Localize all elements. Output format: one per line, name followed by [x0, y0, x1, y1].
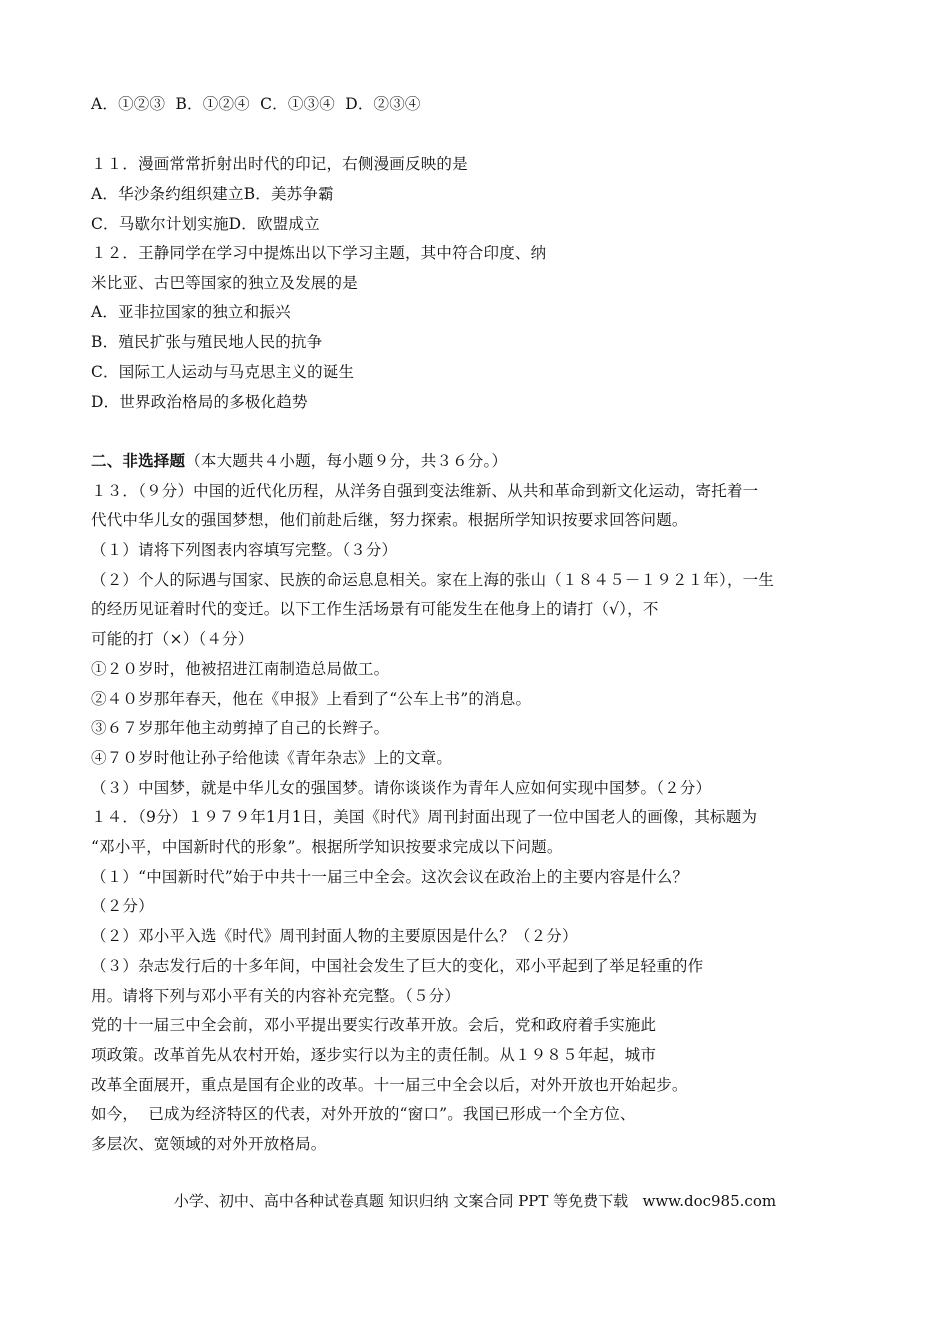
- q13-item-2: ②４０岁那年春天，他在《申报》上看到了“公车上书”的消息。: [91, 690, 532, 708]
- q14-stem-line1: １４．（9分）１９７９年1月1日，美国《时代》周刊封面出现了一位中国老人的画像，其标题为: [91, 808, 758, 826]
- q13-part1: （１）请将下列图表内容填写完整。（３分）: [91, 541, 398, 559]
- q13-part2-line1: （２）个人的际遇与国家、民族的命运息息相关。家在上海的张山（１８４５－１９２１年），一生: [91, 571, 775, 589]
- q12-option-a: A．亚非拉国家的独立和振兴: [91, 303, 291, 321]
- q11-options-cd: C．马歇尔计划实施D．欧盟成立: [91, 215, 320, 233]
- section-heading: [91, 451, 507, 471]
- q14-part2: （２）邓小平入选《时代》周刊封面人物的主要原因是什么？（２分）: [91, 927, 578, 945]
- q14-passage-line2: 项政策。改革首先从农村开始，逐步实行以为主的责任制。从１９８５年起，城市: [91, 1046, 657, 1064]
- section-title: 二、非选择题: [91, 451, 186, 470]
- q13-stem-line1: １３．（９分）中国的近代化历程，从洋务自强到变法维新、从共和革命到新文化运动，寄托着一: [91, 482, 759, 500]
- q12-stem-line1: １２．王静同学在学习中提炼出以下学习主题，其中符合印度、纳: [91, 244, 547, 262]
- q14-passage-line3: 改革全面展开，重点是国有企业的改革。十一届三中全会以后，对外开放也开始起步。: [91, 1076, 688, 1094]
- q13-item-4: ④７０岁时他让孙子给他读《青年杂志》上的文章。: [91, 749, 453, 767]
- q14-part3-line2: 用。请将下列与邓小平有关的内容补充完整。（５分）: [91, 987, 461, 1005]
- q11-stem: １１．漫画常常折射出时代的印记，右侧漫画反映的是: [91, 155, 468, 173]
- q13-part3: （３）中国梦，就是中华儿女的强国梦。请你谈谈作为青年人应如何实现中国梦。（２分）: [91, 779, 712, 797]
- q14-part3-line1: （３）杂志发行后的十多年间，中国社会发生了巨大的变化，邓小平起到了举足轻重的作: [91, 957, 704, 975]
- q14-part1-line1: （１）“中国新时代”始于中共十一届三中全会。这次会议在政治上的主要内容是什么？: [91, 868, 689, 886]
- page-footer: 小学、初中、高中各种试卷真题 知识归纳 文案合同 PPT 等免费下载 www.doc985.com: [173, 1192, 777, 1210]
- q12-option-b: B．殖民扩张与殖民地人民的抗争: [91, 333, 323, 351]
- q13-item-3: ③６７岁那年他主动剪掉了自己的长辫子。: [91, 719, 390, 737]
- q14-passage-line5: 多层次、宽领域的对外开放格局。: [91, 1135, 327, 1153]
- q11-options-ab: A．华沙条约组织建立B．美苏争霸: [91, 185, 334, 203]
- q13-stem-line2: 代代中华儿女的强国梦想，他们前赴后继，努力探索。根据所学知识按要求回答问题。: [91, 511, 688, 529]
- q12-stem-line2: 米比亚、古巴等国家的独立及发展的是: [91, 274, 358, 292]
- q14-passage-line1: 党的十一届三中全会前，邓小平提出要实行改革开放。会后，党和政府着手实施此: [91, 1016, 657, 1034]
- q12-option-c: C．国际工人运动与马克思主义的诞生: [91, 363, 355, 381]
- q12-option-d: D．世界政治格局的多极化趋势: [91, 393, 308, 411]
- q10-options: A．①②③ B．①②④ C．①③④ D．②③④: [91, 95, 421, 113]
- q13-part2-line3: 可能的打（×）（４分）: [91, 630, 254, 648]
- q13-part2-line2: 的经历见证着时代的变迁。以下工作生活场景有可能发生在他身上的请打（√），不: [91, 600, 659, 618]
- section-note: （本大题共４小题，每小题９分，共３６分。）: [185, 452, 508, 470]
- q13-item-1: ①２０岁时，他被招进江南制造总局做工。: [91, 660, 390, 678]
- q14-part1-line2: （２分）: [91, 897, 154, 915]
- q14-passage-line4: 如今， 已成为经济特区的代表，对外开放的“窗口”。我国已形成一个全方位、: [91, 1105, 636, 1123]
- q14-stem-line2: “邓小平，中国新时代的形象”。根据所学知识按要求完成以下问题。: [91, 838, 563, 856]
